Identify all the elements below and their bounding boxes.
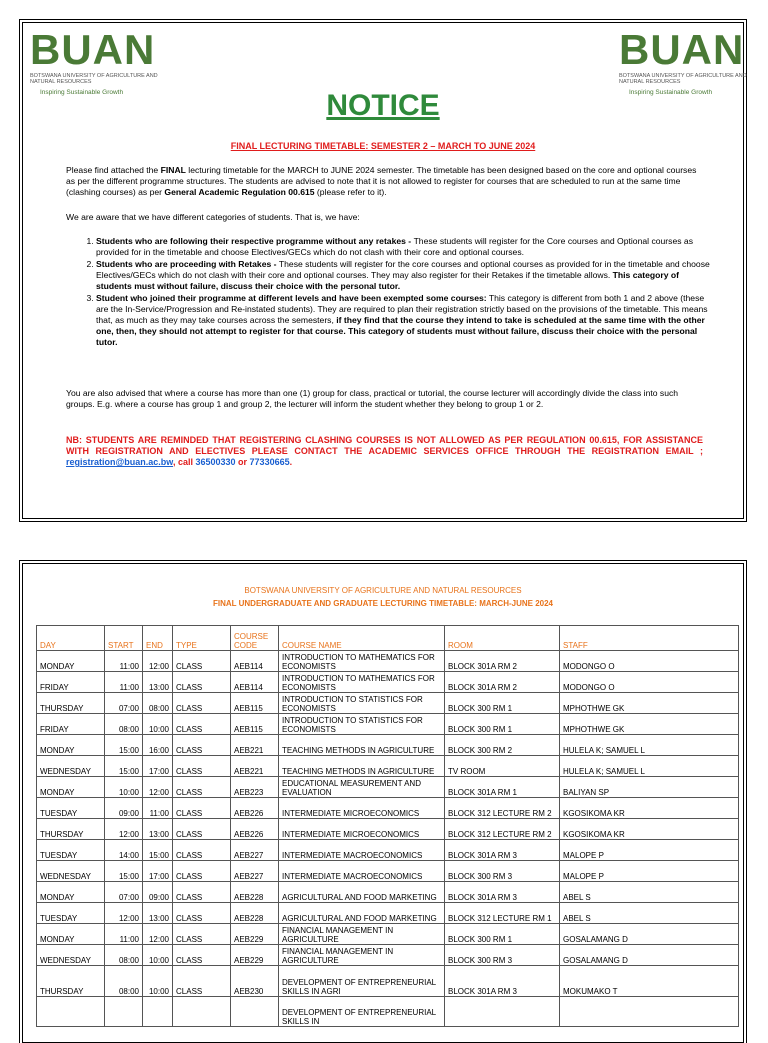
- table-row: [37, 777, 739, 798]
- cell-end: 12:00: [143, 777, 173, 798]
- cell-room: TV ROOM: [445, 756, 560, 777]
- table-row: [37, 882, 739, 903]
- cell-start: 15:00: [105, 735, 143, 756]
- cell-end: 13:00: [143, 672, 173, 693]
- cell-course-name: TEACHING METHODS IN AGRICULTURE: [279, 756, 445, 777]
- cell-course-code: AEB221: [231, 756, 279, 777]
- cell-start: 11:00: [105, 651, 143, 672]
- table-row: [37, 840, 739, 861]
- cell-end: 15:00: [143, 840, 173, 861]
- cell-staff: MODONGO O: [560, 651, 739, 672]
- cell-course-name: FINANCIAL MANAGEMENT IN AGRICULTURE: [279, 924, 445, 945]
- cell-type: CLASS: [173, 651, 231, 672]
- cell-start: 07:00: [105, 882, 143, 903]
- table-header-row: [37, 626, 739, 651]
- table-row: [37, 714, 739, 735]
- cell-type: CLASS: [173, 777, 231, 798]
- cell-course-name: DEVELOPMENT OF ENTREPRENEURIAL SKILLS IN: [279, 997, 445, 1027]
- cell-end: 13:00: [143, 819, 173, 840]
- cell-course-code: AEB229: [231, 945, 279, 966]
- cell-day: THURSDAY: [37, 966, 105, 997]
- cell-course-name: INTRODUCTION TO MATHEMATICS FOR ECONOMISTS: [279, 672, 445, 693]
- cell-day: MONDAY: [37, 924, 105, 945]
- cell-room: BLOCK 312 LECTURE RM 1: [445, 903, 560, 924]
- timetable-table: [36, 625, 739, 1027]
- cell-room: BLOCK 300 RM 1: [445, 714, 560, 735]
- cell-end: 08:00: [143, 693, 173, 714]
- university-name: BOTSWANA UNIVERSITY OF AGRICULTURE AND NATURAL RESOURCES: [244, 586, 522, 595]
- cell-type: CLASS: [173, 924, 231, 945]
- cell-start: 12:00: [105, 819, 143, 840]
- cell-course-code: AEB228: [231, 903, 279, 924]
- table-row: [37, 798, 739, 819]
- cell-room: BLOCK 301A RM 1: [445, 777, 560, 798]
- cell-staff: [560, 997, 739, 1027]
- col-end: END: [143, 626, 173, 651]
- table-row: [37, 756, 739, 777]
- cell-start: 11:00: [105, 672, 143, 693]
- table-row: [37, 966, 739, 997]
- cell-type: CLASS: [173, 861, 231, 882]
- cell-course-name: EDUCATIONAL MEASUREMENT AND EVALUATION: [279, 777, 445, 798]
- col-course-name: COURSE NAME: [279, 626, 445, 651]
- table-row: [37, 861, 739, 882]
- cell-course-name: TEACHING METHODS IN AGRICULTURE: [279, 735, 445, 756]
- cell-course-name: INTERMEDIATE MICROECONOMICS: [279, 819, 445, 840]
- cell-room: BLOCK 301A RM 2: [445, 672, 560, 693]
- buan-logo-right: BUAN BOTSWANA UNIVERSITY OF AGRICULTURE AND NATURAL RESOURCES Inspiring Sustainable Growth: [619, 26, 747, 96]
- cell-course-name: DEVELOPMENT OF ENTREPRENEURIAL SKILLS IN AGRI: [279, 966, 445, 997]
- table-row: [37, 693, 739, 714]
- cell-course-name: INTERMEDIATE MICROECONOMICS: [279, 798, 445, 819]
- list-item: 3. Student who joined their programme at different levels and have been exempted some courses: This category is different from both 1 and 2 above (these are the In-Service/Progression and Re-instated students). They are required to plan their registration strictly based on the provisions of the timetable. This means that, as much as they may take courses across the semesters, if they find that the course they intend to take is scheduled at the same time with the other one, then, they should not attempt to register for that course. This category of students must without failure, discuss their choice with the personal tutor.: [96, 293, 717, 348]
- cell-day: TUESDAY: [37, 903, 105, 924]
- categories-paragraph: We are aware that we have different categories of students. That is, we have:: [66, 212, 360, 222]
- cell-type: CLASS: [173, 840, 231, 861]
- cell-room: BLOCK 301A RM 2: [445, 651, 560, 672]
- cell-day: MONDAY: [37, 651, 105, 672]
- cell-type: CLASS: [173, 693, 231, 714]
- cell-course-code: AEB114: [231, 651, 279, 672]
- cell-course-code: AEB221: [231, 735, 279, 756]
- cell-type: CLASS: [173, 714, 231, 735]
- cell-type: CLASS: [173, 819, 231, 840]
- cell-day: FRIDAY: [37, 714, 105, 735]
- groups-paragraph: You are also advised that where a course has more than one (1) group for class, practical or tutorial, the course lecturer will accordingly divide the class into such groups. E.g. where a course has group 1 and group 2, the lecturer will inform the student whether they belong to group 1 or 2.: [66, 388, 679, 409]
- col-staff: STAFF: [560, 626, 739, 651]
- cell-start: 08:00: [105, 714, 143, 735]
- cell-course-name: FINANCIAL MANAGEMENT IN AGRICULTURE: [279, 945, 445, 966]
- cell-start: 08:00: [105, 945, 143, 966]
- cell-staff: ABEL S: [560, 882, 739, 903]
- cell-start: 14:00: [105, 840, 143, 861]
- table-row: [37, 651, 739, 672]
- cell-end: 09:00: [143, 882, 173, 903]
- cell-staff: GOSALAMANG D: [560, 924, 739, 945]
- cell-start: 15:00: [105, 861, 143, 882]
- cell-staff: KGOSIKOMA KR: [560, 819, 739, 840]
- cell-staff: MALOPE P: [560, 840, 739, 861]
- cell-day: THURSDAY: [37, 693, 105, 714]
- cell-staff: GOSALAMANG D: [560, 945, 739, 966]
- cell-start: 08:00: [105, 966, 143, 997]
- cell-course-code: AEB115: [231, 693, 279, 714]
- table-row: [37, 672, 739, 693]
- cell-end: 13:00: [143, 903, 173, 924]
- cell-day: WEDNESDAY: [37, 861, 105, 882]
- cell-course-name: INTERMEDIATE MACROECONOMICS: [279, 840, 445, 861]
- table-row: [37, 924, 739, 945]
- cell-course-code: AEB227: [231, 861, 279, 882]
- cell-room: BLOCK 300 RM 3: [445, 861, 560, 882]
- cell-course-code: AEB223: [231, 777, 279, 798]
- cell-course-name: AGRICULTURAL AND FOOD MARKETING: [279, 882, 445, 903]
- cell-end: [143, 997, 173, 1027]
- cell-staff: ABEL S: [560, 903, 739, 924]
- cell-room: BLOCK 301A RM 3: [445, 840, 560, 861]
- cell-type: [173, 997, 231, 1027]
- cell-end: 12:00: [143, 651, 173, 672]
- cell-staff: KGOSIKOMA KR: [560, 798, 739, 819]
- cell-type: CLASS: [173, 945, 231, 966]
- cell-course-code: AEB227: [231, 840, 279, 861]
- timetable-page: [22, 563, 744, 1043]
- cell-course-code: AEB230: [231, 966, 279, 997]
- cell-end: 17:00: [143, 861, 173, 882]
- cell-staff: MPHOTHWE GK: [560, 693, 739, 714]
- cell-course-code: AEB226: [231, 798, 279, 819]
- col-room: ROOM: [445, 626, 560, 651]
- cell-staff: MODONGO O: [560, 672, 739, 693]
- cell-type: CLASS: [173, 882, 231, 903]
- cell-day: WEDNESDAY: [37, 945, 105, 966]
- cell-day: TUESDAY: [37, 840, 105, 861]
- col-course-code: COURSE CODE: [231, 626, 279, 651]
- cell-staff: MPHOTHWE GK: [560, 714, 739, 735]
- cell-type: CLASS: [173, 735, 231, 756]
- cell-end: 16:00: [143, 735, 173, 756]
- cell-course-code: AEB226: [231, 819, 279, 840]
- cell-course-code: AEB115: [231, 714, 279, 735]
- cell-end: 12:00: [143, 924, 173, 945]
- notice-title: NOTICE: [326, 89, 440, 122]
- col-type: TYPE: [173, 626, 231, 651]
- phone-1: 36500330: [195, 457, 236, 467]
- cell-course-code: AEB228: [231, 882, 279, 903]
- cell-end: 10:00: [143, 714, 173, 735]
- cell-staff: MOKUMAKO T: [560, 966, 739, 997]
- cell-course-code: [231, 997, 279, 1027]
- cell-day: MONDAY: [37, 777, 105, 798]
- phone-2: 77330665: [249, 457, 290, 467]
- cell-room: BLOCK 300 RM 3: [445, 945, 560, 966]
- cell-room: BLOCK 312 LECTURE RM 2: [445, 819, 560, 840]
- cell-end: 10:00: [143, 966, 173, 997]
- notice-subtitle: FINAL LECTURING TIMETABLE: SEMESTER 2 – MARCH TO JUNE 2024: [230, 141, 536, 151]
- cell-room: BLOCK 300 RM 2: [445, 735, 560, 756]
- cell-room: BLOCK 301A RM 3: [445, 882, 560, 903]
- cell-type: CLASS: [173, 798, 231, 819]
- cell-staff: BALIYAN SP: [560, 777, 739, 798]
- cell-room: BLOCK 301A RM 3: [445, 966, 560, 997]
- table-row: [37, 735, 739, 756]
- cell-course-name: INTRODUCTION TO STATISTICS FOR ECONOMISTS: [279, 693, 445, 714]
- col-day: DAY: [37, 626, 105, 651]
- cell-room: BLOCK 312 LECTURE RM 2: [445, 798, 560, 819]
- student-categories-list: [82, 236, 717, 349]
- intro-paragraph: Please find attached the FINAL lecturing timetable for the MARCH to JUNE 2024 semester. The timetable has been designed based on the core and optional courses as per the different programme structures. The students are advised to note that it is not allowed to register for courses that are scheduled to run at the same time (clashing courses) as per General Academic Regulation 00.615 (please refer to it).: [66, 165, 697, 197]
- cell-course-name: AGRICULTURAL AND FOOD MARKETING: [279, 903, 445, 924]
- timetable-title: FINAL UNDERGRADUATE AND GRADUATE LECTURING TIMETABLE: MARCH-JUNE 2024: [212, 599, 553, 608]
- cell-staff: HULELA K; SAMUEL L: [560, 756, 739, 777]
- cell-course-name: INTRODUCTION TO STATISTICS FOR ECONOMISTS: [279, 714, 445, 735]
- col-start: START: [105, 626, 143, 651]
- cell-type: CLASS: [173, 756, 231, 777]
- table-row: [37, 819, 739, 840]
- cell-end: 17:00: [143, 756, 173, 777]
- cell-end: 10:00: [143, 945, 173, 966]
- cell-start: 07:00: [105, 693, 143, 714]
- cell-room: [445, 997, 560, 1027]
- table-row: [37, 997, 739, 1027]
- cell-day: THURSDAY: [37, 819, 105, 840]
- table-row: [37, 903, 739, 924]
- cell-end: 11:00: [143, 798, 173, 819]
- list-item: 1. Students who are following their respective programme without any retakes - These students will register for the Core courses and Optional courses as provided for in the timetable and choose Electives/GECs which do not clash with their core and optional courses.: [96, 236, 717, 258]
- cell-start: [105, 997, 143, 1027]
- table-row: [37, 945, 739, 966]
- nb-warning: NB: STUDENTS ARE REMINDED THAT REGISTERING CLASHING COURSES IS NOT ALLOWED AS PER REGULATION 00.615, FOR ASSISTANCE WITH REGISTRATION AND ELECTIVES PLEASE CONTACT THE ACADEMIC SERVICES OFFICE THROUGH THE REGISTRATION EMAIL ; registration@buan.ac.bw, call 36500330 or 77330665.: [66, 435, 703, 467]
- cell-course-name: INTERMEDIATE MACROECONOMICS: [279, 861, 445, 882]
- cell-staff: HULELA K; SAMUEL L: [560, 735, 739, 756]
- cell-start: 11:00: [105, 924, 143, 945]
- cell-course-code: AEB114: [231, 672, 279, 693]
- cell-start: 15:00: [105, 756, 143, 777]
- list-item: 2. Students who are proceeding with Retakes - These students will register for the core courses and optional courses as provided for in the timetable and choose Electives/GECs which do not clash with their core and optional courses. They may also register for their Retakes if the timetable allows. This category of students must without failure, discuss their choice with the personal tutor.: [96, 259, 717, 292]
- cell-course-name: INTRODUCTION TO MATHEMATICS FOR ECONOMISTS: [279, 651, 445, 672]
- cell-room: BLOCK 300 RM 1: [445, 924, 560, 945]
- cell-start: 09:00: [105, 798, 143, 819]
- cell-day: TUESDAY: [37, 798, 105, 819]
- cell-day: MONDAY: [37, 735, 105, 756]
- cell-day: MONDAY: [37, 882, 105, 903]
- cell-type: CLASS: [173, 903, 231, 924]
- timetable-body: [37, 651, 739, 1027]
- cell-day: [37, 997, 105, 1027]
- cell-start: 10:00: [105, 777, 143, 798]
- notice-page: [22, 22, 747, 519]
- buan-logo-left: BUAN BOTSWANA UNIVERSITY OF AGRICULTURE AND NATURAL RESOURCES Inspiring Sustainable Growth: [30, 26, 158, 96]
- cell-type: CLASS: [173, 672, 231, 693]
- cell-course-code: AEB229: [231, 924, 279, 945]
- registration-email-link[interactable]: registration@buan.ac.bw: [66, 457, 173, 467]
- cell-room: BLOCK 300 RM 1: [445, 693, 560, 714]
- cell-day: WEDNESDAY: [37, 756, 105, 777]
- cell-start: 12:00: [105, 903, 143, 924]
- cell-day: FRIDAY: [37, 672, 105, 693]
- cell-type: CLASS: [173, 966, 231, 997]
- cell-staff: MALOPE P: [560, 861, 739, 882]
